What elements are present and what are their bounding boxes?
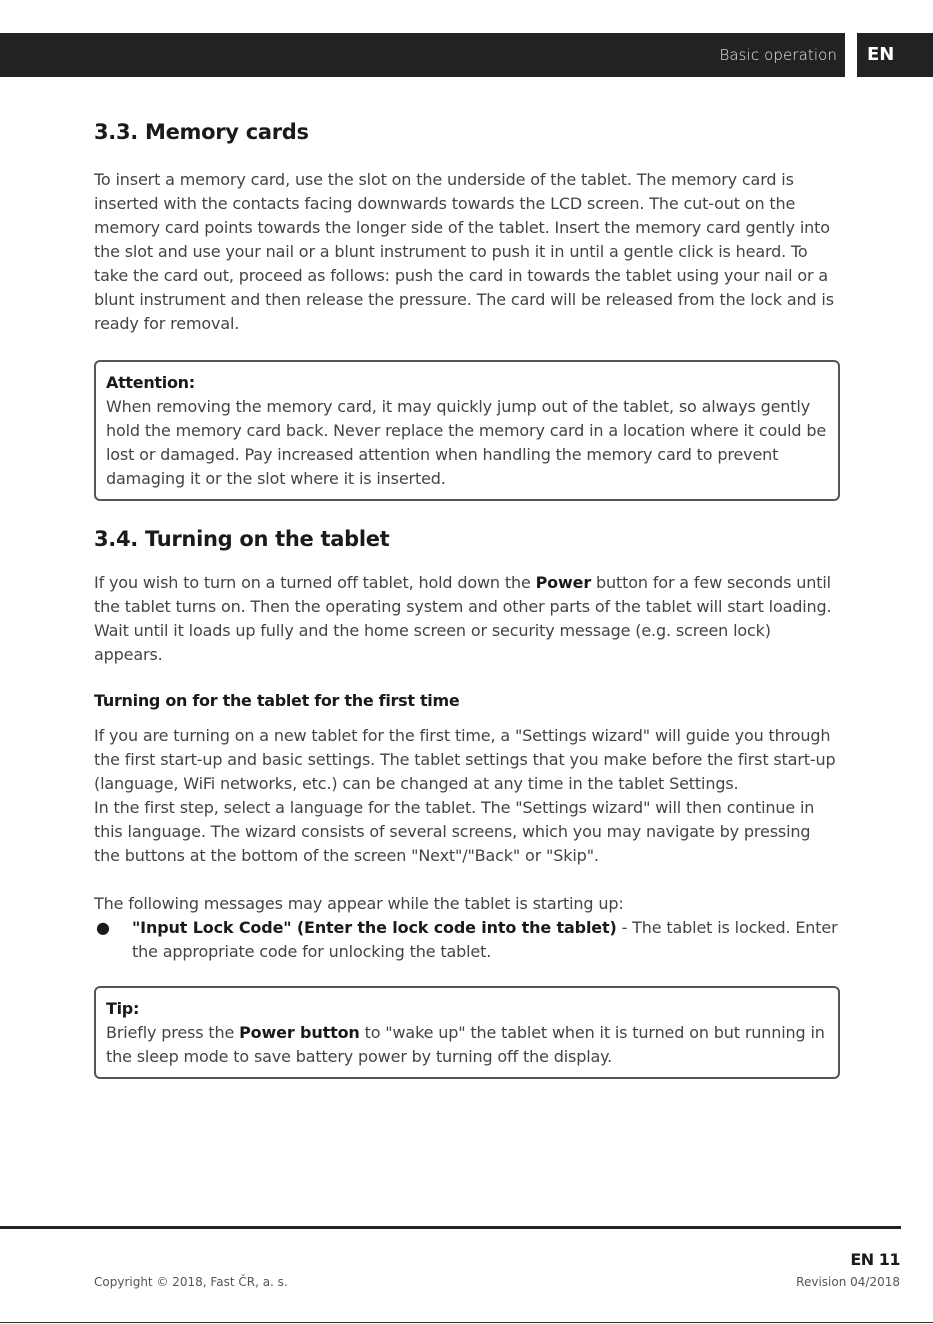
memory-cards-heading: 3.3. Memory cards — [94, 120, 309, 144]
page-number: EN 11 — [850, 1250, 900, 1269]
list-item — [94, 916, 840, 964]
language-badge — [857, 33, 933, 77]
tip-text-start: Briefly press the — [106, 1023, 240, 1042]
lock-code-message: "Input Lock Code" (Enter the lock code into the tablet) — [132, 918, 617, 937]
tip-text — [106, 1021, 828, 1069]
power-button-keyword: Power button — [239, 1023, 360, 1042]
memory-cards-paragraph: To insert a memory card, use the slot on the underside of the tablet. The memory card is inserted with the contacts facing downwards towards the LCD screen. The cut-out on the memory card points towards the longer side of the tablet. Insert the memory card gently into the slot and use your nail or a blunt instrument to push it in until a gentle click is heard. To take the card out, proceed as follows: push the card in towards the tablet using your nail or a blunt instrument and then release the pressure. The card will be released from the lock and is ready for removal. — [94, 170, 834, 333]
page-content — [94, 120, 840, 1079]
lock-code-description: - The tablet is locked. Enter the appropriate code for unlocking the tablet. — [132, 918, 838, 961]
tip-box — [94, 986, 840, 1079]
first-time-paragraph-1: If you are turning on a new tablet for the first time, a "Settings wizard" will guide you through the first start-up and basic settings. The tablet settings that you make before the first start-up (language, WiFi networks, etc.) can be changed at any time in the tablet Settings. — [94, 726, 836, 793]
tip-title: Tip: — [106, 999, 140, 1018]
attention-title: Attention: — [106, 373, 195, 392]
attention-text: When removing the memory card, it may quickly jump out of the tablet, so always gently hold the memory card back. Never replace the memory card in a location where it could be lost or damaged. Pay increased attention when handling the memory card to prevent damaging it or the slot where it is inserted. — [106, 397, 827, 488]
messages-intro: The following messages may appear while the tablet is starting up: — [94, 894, 624, 913]
attention-box — [94, 360, 840, 501]
turning-on-text-start: If you wish to turn on a turned off tablet, hold down the — [94, 573, 536, 592]
first-time-paragraph-2: In the first step, select a language for the tablet. The "Settings wizard" will then continue in this language. The wizard consists of several screens, which you may navigate by pressing the buttons at the bottom of the screen "Next"/"Back" or "Skip". — [94, 798, 815, 865]
bullet-icon: ● — [96, 918, 110, 937]
copyright-text: Copyright © 2018, Fast ČR, a. s. — [94, 1275, 288, 1289]
power-keyword: Power — [535, 573, 592, 592]
turning-on-text-end: button for a few seconds until the tablet turns on. Then the operating system and other parts of the tablet will start loading. Wait until it loads up fully and the home screen or security message (e.g. screen lock) appears. — [94, 573, 832, 664]
turning-on-heading: 3.4. Turning on the tablet — [94, 527, 390, 551]
first-time-subheading: Turning on for the tablet for the first time — [94, 691, 460, 710]
revision-text: Revision 04/2018 — [796, 1275, 900, 1289]
header-bar — [0, 33, 845, 77]
bottom-divider — [0, 1322, 933, 1323]
footer-divider — [0, 1226, 901, 1229]
section-title: Basic operation — [719, 46, 837, 64]
tip-text-end: to "wake up" the tablet when it is turned on but running in the sleep mode to save battery power by turning off the display. — [106, 1023, 825, 1066]
turning-on-paragraph — [94, 571, 840, 667]
language-label: EN — [867, 44, 895, 65]
